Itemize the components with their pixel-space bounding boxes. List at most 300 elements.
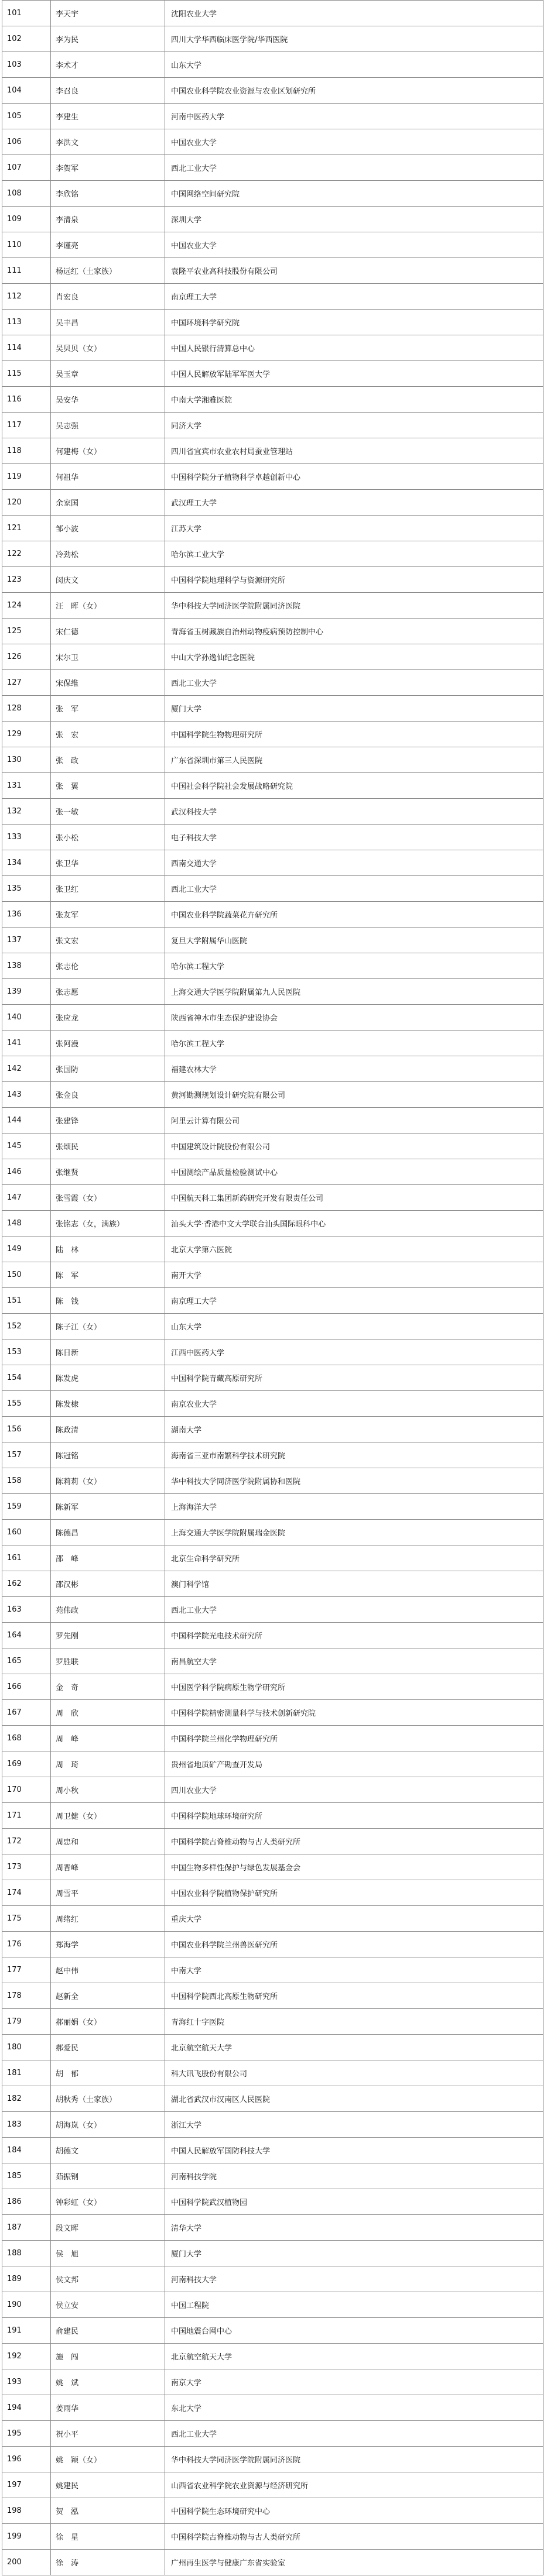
row-number: 113 [2,310,51,335]
person-name: 闵庆文 [51,567,165,593]
row-number: 170 [2,1777,51,1803]
work-unit: 中国农业科学院兰州兽医研究所 [165,1932,543,1957]
person-name: 张友军 [51,902,165,928]
table-row [2,2009,543,2035]
work-unit: 四川农业大学 [165,1777,543,1803]
table-row [2,1957,543,1983]
table-row [2,2112,543,2138]
person-name: 张志愿 [51,979,165,1005]
work-unit: 贵州省地质矿产勘查开发局 [165,1751,543,1777]
work-unit: 中国生物多样性保护与绿色发展基金会 [165,1854,543,1880]
work-unit: 华中科技大学同济医学院附属协和医院 [165,1468,543,1494]
row-number: 163 [2,1597,51,1623]
row-number: 146 [2,1159,51,1185]
table-row [2,1365,543,1391]
row-number: 174 [2,1880,51,1906]
work-unit: 四川省宜宾市农业农村局蚕业管理站 [165,438,543,464]
row-number: 148 [2,1211,51,1237]
table-row [2,1983,543,2009]
work-unit: 湖北省武汉市汉南区人民医院 [165,2086,543,2112]
table-row [2,387,543,413]
row-number: 102 [2,26,51,52]
work-unit: 山西省农业科学院农业资源与经济研究所 [165,2472,543,2498]
table-row [2,979,543,1005]
table-row [2,2086,543,2112]
table-row [2,1005,543,1031]
row-number: 129 [2,722,51,747]
row-number: 108 [2,181,51,207]
row-number: 189 [2,2266,51,2292]
row-number: 167 [2,1700,51,1726]
table-row [2,1134,543,1159]
person-name: 张卫华 [51,850,165,876]
person-name: 郝爱民 [51,2035,165,2060]
person-name: 姚 斌 [51,2369,165,2395]
row-number: 199 [2,2524,51,2550]
work-unit: 哈尔滨工程大学 [165,953,543,979]
work-unit: 华中科技大学同济医学院附属同济医院 [165,2447,543,2472]
row-number: 155 [2,1391,51,1417]
table-row [2,953,543,979]
work-unit: 厦门大学 [165,696,543,722]
person-name: 姜雨华 [51,2395,165,2421]
work-unit: 中国农业大学 [165,129,543,155]
table-row [2,2318,543,2344]
row-number: 153 [2,1339,51,1365]
work-unit: 中国医学科学院病原生物学研究所 [165,1674,543,1700]
person-name: 张国防 [51,1056,165,1082]
work-unit: 北京航空航天大学 [165,2035,543,2060]
table-row [2,1417,543,1442]
row-number: 122 [2,541,51,567]
row-number: 120 [2,490,51,516]
table-row [2,2344,543,2369]
row-number: 118 [2,438,51,464]
row-number: 164 [2,1623,51,1648]
table-row [2,1751,543,1777]
table-row [2,335,543,361]
row-number: 133 [2,825,51,850]
row-number: 154 [2,1365,51,1391]
row-number: 152 [2,1314,51,1339]
row-number: 126 [2,644,51,670]
table-row [2,567,543,593]
work-unit: 南京农业大学 [165,1391,543,1417]
work-unit: 山东大学 [165,1314,543,1339]
row-number: 123 [2,567,51,593]
table-row [2,2472,543,2498]
table-row [2,104,543,129]
work-unit: 西南交通大学 [165,850,543,876]
person-name: 汪 晖（女） [51,593,165,619]
row-number: 175 [2,1906,51,1932]
row-number: 128 [2,696,51,722]
row-number: 140 [2,1005,51,1031]
table-row [2,438,543,464]
person-name: 李洪文 [51,129,165,155]
table-row [2,129,543,155]
row-number: 134 [2,850,51,876]
person-name: 张雪霞（女） [51,1185,165,1211]
table-row [2,1056,543,1082]
person-name: 张继贤 [51,1159,165,1185]
table-body [2,1,543,2575]
person-name: 陈 军 [51,1262,165,1288]
table-row [2,464,543,490]
row-number: 125 [2,619,51,644]
person-name: 姚 颖（女） [51,2447,165,2472]
row-number: 178 [2,1983,51,2009]
table-row [2,2138,543,2163]
table-row [2,1854,543,1880]
person-name: 李谨亮 [51,232,165,258]
award-list-table [2,0,543,2575]
table-row [2,1623,543,1648]
person-name: 周卫健（女） [51,1803,165,1829]
work-unit: 江西中医药大学 [165,1339,543,1365]
person-name: 赵新全 [51,1983,165,2009]
table-row [2,361,543,387]
table-row [2,490,543,516]
person-name: 侯 旭 [51,2241,165,2266]
work-unit: 浙江大学 [165,2112,543,2138]
table-row [2,1494,543,1520]
row-number: 144 [2,1108,51,1134]
work-unit: 西北工业大学 [165,1597,543,1623]
person-name: 张文宏 [51,928,165,953]
person-name: 邹小波 [51,516,165,541]
person-name: 陈 钱 [51,1288,165,1314]
work-unit: 厦门大学 [165,2241,543,2266]
work-unit: 河南科技学院 [165,2163,543,2189]
row-number: 182 [2,2086,51,2112]
person-name: 陈新军 [51,1494,165,1520]
row-number: 119 [2,464,51,490]
table-row [2,876,543,902]
table-row [2,2060,543,2086]
table-row [2,2292,543,2318]
person-name: 罗先刚 [51,1623,165,1648]
work-unit: 哈尔滨工程大学 [165,1031,543,1056]
table-row [2,1777,543,1803]
person-name: 陈子江（女） [51,1314,165,1339]
row-number: 169 [2,1751,51,1777]
row-number: 183 [2,2112,51,2138]
work-unit: 江苏大学 [165,516,543,541]
row-number: 166 [2,1674,51,1700]
work-unit: 汕头大学·香港中文大学联合汕头国际眼科中心 [165,1211,543,1237]
person-name: 李建生 [51,104,165,129]
work-unit: 中国网络空间研究院 [165,181,543,207]
person-name: 周雪平 [51,1880,165,1906]
work-unit: 澳门科学馆 [165,1571,543,1597]
work-unit: 北京大学第六医院 [165,1237,543,1262]
table-row [2,773,543,799]
person-name: 徐 涛 [51,2550,165,2575]
work-unit: 同济大学 [165,413,543,438]
person-name: 赵中伟 [51,1957,165,1983]
table-row [2,2447,543,2472]
table-row [2,2524,543,2550]
row-number: 132 [2,799,51,825]
person-name: 邵汉彬 [51,1571,165,1597]
table-row [2,1648,543,1674]
work-unit: 青海红十字医院 [165,2009,543,2035]
row-number: 145 [2,1134,51,1159]
work-unit: 中国人民解放军陆军军医大学 [165,361,543,387]
row-number: 193 [2,2369,51,2395]
table-row [2,1520,543,1545]
row-number: 186 [2,2189,51,2215]
row-number: 191 [2,2318,51,2344]
work-unit: 中国科学院青藏高原研究所 [165,1365,543,1391]
work-unit: 福建农林大学 [165,1056,543,1082]
work-unit: 电子科技大学 [165,825,543,850]
person-name: 张阿漫 [51,1031,165,1056]
table-row [2,722,543,747]
work-unit: 中国科学院精密测量科学与技术创新研究院 [165,1700,543,1726]
table-row [2,2215,543,2241]
table-row [2,1082,543,1108]
person-name: 陈日新 [51,1339,165,1365]
row-number: 110 [2,232,51,258]
row-number: 177 [2,1957,51,1983]
person-name: 陆 林 [51,1237,165,1262]
table-row [2,1545,543,1571]
work-unit: 袁隆平农业高科技股份有限公司 [165,258,543,284]
table-row [2,52,543,78]
row-number: 142 [2,1056,51,1082]
person-name: 陈莉莉（女） [51,1468,165,1494]
work-unit: 上海交通大学医学院附属瑞金医院 [165,1520,543,1545]
table-row [2,1674,543,1700]
work-unit: 哈尔滨工业大学 [165,541,543,567]
work-unit: 中国农业科学院农业资源与农业区划研究所 [165,78,543,104]
person-name: 周忠和 [51,1829,165,1854]
table-row [2,516,543,541]
row-number: 106 [2,129,51,155]
table-row [2,2421,543,2447]
table-row [2,2498,543,2524]
work-unit: 中国农业科学院植物保护研究所 [165,1880,543,1906]
person-name: 陈冠铭 [51,1442,165,1468]
work-unit: 中国测绘产品质量检验测试中心 [165,1159,543,1185]
person-name: 贺 泓 [51,2498,165,2524]
person-name: 余家国 [51,490,165,516]
work-unit: 中国科学院光电技术研究所 [165,1623,543,1648]
row-number: 150 [2,1262,51,1288]
row-number: 190 [2,2292,51,2318]
person-name: 吴丰昌 [51,310,165,335]
person-name: 张一敏 [51,799,165,825]
work-unit: 中山大学孙逸仙纪念医院 [165,644,543,670]
row-number: 143 [2,1082,51,1108]
person-name: 张志伦 [51,953,165,979]
row-number: 147 [2,1185,51,1211]
row-number: 112 [2,284,51,310]
person-name: 李为民 [51,26,165,52]
row-number: 136 [2,902,51,928]
work-unit: 沈阳农业大学 [165,1,543,26]
person-name: 张应龙 [51,1005,165,1031]
work-unit: 上海交通大学医学院附属第九人民医院 [165,979,543,1005]
person-name: 周小秋 [51,1777,165,1803]
work-unit: 四川大学华西临床医学院/华西医院 [165,26,543,52]
person-name: 段文晖 [51,2215,165,2241]
person-name: 宋保维 [51,670,165,696]
person-name: 冷劲松 [51,541,165,567]
work-unit: 西北工业大学 [165,876,543,902]
person-name: 张 翼 [51,773,165,799]
row-number: 187 [2,2215,51,2241]
person-name: 张 政 [51,747,165,773]
person-name: 钟彩虹（女） [51,2189,165,2215]
person-name: 胡秋秀（土家族） [51,2086,165,2112]
person-name: 张卫红 [51,876,165,902]
table-row [2,1237,543,1262]
work-unit: 中国科学院武汉植物园 [165,2189,543,2215]
work-unit: 中国农业大学 [165,232,543,258]
row-number: 116 [2,387,51,413]
person-name: 周晋峰 [51,1854,165,1880]
person-name: 何建梅（女） [51,438,165,464]
row-number: 194 [2,2395,51,2421]
work-unit: 复旦大学附属华山医院 [165,928,543,953]
person-name: 俞建民 [51,2318,165,2344]
row-number: 176 [2,1932,51,1957]
table-row [2,1211,543,1237]
table-row [2,799,543,825]
work-unit: 西北工业大学 [165,155,543,181]
table-row [2,2241,543,2266]
work-unit: 广东省深圳市第三人民医院 [165,747,543,773]
work-unit: 南京理工大学 [165,1288,543,1314]
table-row [2,1726,543,1751]
row-number: 200 [2,2550,51,2575]
row-number: 105 [2,104,51,129]
person-name: 姚建民 [51,2472,165,2498]
row-number: 101 [2,1,51,26]
work-unit: 阿里云计算有限公司 [165,1108,543,1134]
table-row [2,928,543,953]
person-name: 胡 郁 [51,2060,165,2086]
person-name: 周 琦 [51,1751,165,1777]
person-name: 郝丽娟（女） [51,2009,165,2035]
row-number: 127 [2,670,51,696]
person-name: 吴安华 [51,387,165,413]
table-row [2,593,543,619]
table-row [2,1262,543,1288]
work-unit: 深圳大学 [165,207,543,232]
table-row [2,850,543,876]
work-unit: 南京大学 [165,2369,543,2395]
work-unit: 中国航天科工集团新药研究开发有限责任公司 [165,1185,543,1211]
work-unit: 中国农业科学院蔬菜花卉研究所 [165,902,543,928]
person-name: 张 军 [51,696,165,722]
person-name: 金 奇 [51,1674,165,1700]
work-unit: 中国科学院生物物理研究所 [165,722,543,747]
person-name: 张建锋 [51,1108,165,1134]
person-name: 郑海学 [51,1932,165,1957]
row-number: 196 [2,2447,51,2472]
row-number: 138 [2,953,51,979]
table-row [2,232,543,258]
row-number: 188 [2,2241,51,2266]
row-number: 162 [2,1571,51,1597]
row-number: 179 [2,2009,51,2035]
row-number: 139 [2,979,51,1005]
table-row [2,1339,543,1365]
table-row [2,825,543,850]
work-unit: 中国地震台网中心 [165,2318,543,2344]
table-row [2,619,543,644]
work-unit: 中国人民解放军国防科技大学 [165,2138,543,2163]
person-name: 吴贝贝（女） [51,335,165,361]
row-number: 121 [2,516,51,541]
person-name: 何祖华 [51,464,165,490]
row-number: 115 [2,361,51,387]
work-unit: 武汉科技大学 [165,799,543,825]
work-unit: 中国社会科学院社会发展战略研究院 [165,773,543,799]
row-number: 160 [2,1520,51,1545]
table-row [2,1159,543,1185]
person-name: 张金良 [51,1082,165,1108]
row-number: 103 [2,52,51,78]
person-name: 张小松 [51,825,165,850]
work-unit: 广州再生医学与健康广东省实验室 [165,2550,543,2575]
table-row [2,1468,543,1494]
row-number: 185 [2,2163,51,2189]
work-unit: 中国科学院生态环境研究中心 [165,2498,543,2524]
work-unit: 河南中医药大学 [165,104,543,129]
table-row [2,2550,543,2575]
table-row [2,1880,543,1906]
work-unit: 中国科学院西北高原生物研究所 [165,1983,543,2009]
row-number: 172 [2,1829,51,1854]
table-row [2,1932,543,1957]
person-name: 祝小平 [51,2421,165,2447]
table-row [2,258,543,284]
table-row [2,902,543,928]
row-number: 117 [2,413,51,438]
row-number: 131 [2,773,51,799]
work-unit: 山东大学 [165,52,543,78]
work-unit: 湖南大学 [165,1417,543,1442]
person-name: 吴玉章 [51,361,165,387]
table-row [2,1314,543,1339]
person-name: 李术才 [51,52,165,78]
person-name: 肖宏良 [51,284,165,310]
work-unit: 河南科技大学 [165,2266,543,2292]
table-row [2,2369,543,2395]
table-row [2,2266,543,2292]
row-number: 141 [2,1031,51,1056]
table-row [2,1803,543,1829]
work-unit: 中南大学 [165,1957,543,1983]
person-name: 杨远红（土家族） [51,258,165,284]
work-unit: 中南大学湘雅医院 [165,387,543,413]
work-unit: 中国环境科学研究院 [165,310,543,335]
table-row [2,1700,543,1726]
table-row [2,2395,543,2421]
person-name: 侯文邦 [51,2266,165,2292]
work-unit: 中国科学院地球环境研究所 [165,1803,543,1829]
table-row [2,1288,543,1314]
table-row [2,2189,543,2215]
table-row [2,747,543,773]
table-row [2,1442,543,1468]
person-name: 张铭志（女，满族） [51,1211,165,1237]
